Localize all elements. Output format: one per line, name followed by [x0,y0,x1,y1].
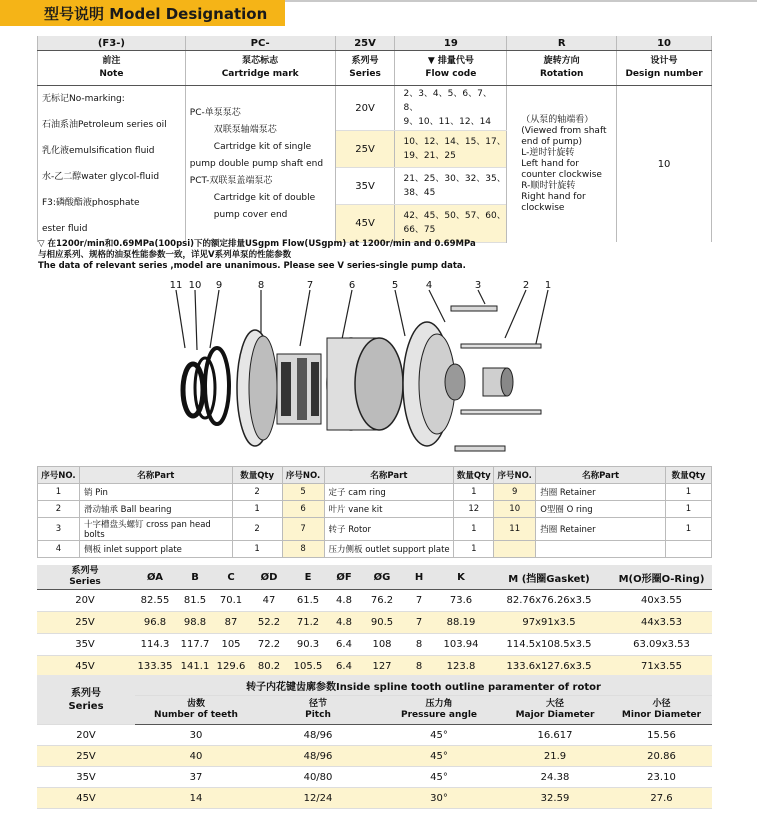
cell: 12/24 [257,788,379,809]
cell: 23.10 [611,767,712,788]
column-header: ØD [249,565,289,590]
cell: 37 [135,767,257,788]
part-no: 5 [282,484,324,501]
cell: 73.6 [435,590,487,612]
series-cell: 20V [335,86,395,131]
table-row [38,501,712,518]
part-no [494,541,536,558]
cell: 27.6 [611,788,712,809]
table-row [38,86,712,131]
table-row [38,541,712,558]
column-header: 大径 Major Diameter [499,696,611,725]
cell: 24.38 [499,767,611,788]
header-row [37,565,712,590]
diagram-label: 7 [306,280,314,291]
code-cell: 19 [395,36,507,51]
cell: 21.9 [499,746,611,767]
cell: 45° [379,725,499,746]
header-row [38,51,712,86]
part-name: 十字槽盘头螺钉 cross pan head bolts [79,518,232,541]
cartridge-cell: PC-单泵泵芯 双联泵轴端泵芯 Cartridge kit of single pump double pump shaft end PCT-双联泵盖端泵芯 Cartridge kit of double pump cover end [185,86,335,243]
series-cell: 45V [335,205,395,242]
part-no: 4 [38,541,80,558]
header-rule [285,0,757,2]
cell: 45V [37,788,135,809]
part-qty: 1 [665,518,711,541]
flow-cell: 21、25、30、32、35、 38、45 [395,168,507,205]
part-qty: 1 [454,518,494,541]
part-qty: 1 [665,484,711,501]
column-header: 小径 Minor Diameter [611,696,712,725]
cell: 48/96 [257,746,379,767]
cell: 52.2 [249,612,289,634]
part-qty: 12 [454,501,494,518]
cell: 63.09x3.53 [611,634,712,656]
cell: 81.5 [177,590,213,612]
cell: 47 [249,590,289,612]
cell: 4.8 [327,612,361,634]
cell: 44x3.53 [611,612,712,634]
part-qty: 1 [232,541,282,558]
column-header: 前注 Note [38,51,186,86]
dimensions-table [37,565,712,678]
designation-table [37,36,712,243]
cell: 45V [37,656,133,678]
part-no: 3 [38,518,80,541]
column-header: M(O形圈O-Ring) [611,565,712,590]
cell: 70.1 [213,590,249,612]
cell: 8 [403,634,435,656]
cell: 35V [37,767,135,788]
cell: 25V [37,612,133,634]
column-header: K [435,565,487,590]
exploded-diagram [155,278,575,463]
column-header: H [403,565,435,590]
table-row [37,634,712,656]
cell: 25V [37,746,135,767]
cell: 129.6 [213,656,249,678]
table-row [37,725,712,746]
column-header: 系列号 Series [37,565,133,590]
column-header: E [289,565,327,590]
diagram-label: 10 [188,280,202,291]
column-header: 径节 Pitch [257,696,379,725]
cell: 82.55 [133,590,177,612]
diagram-label: 2 [522,280,530,291]
diagram-label: 6 [348,280,356,291]
section-title: 型号说明 Model Designation [44,5,268,23]
cell: 141.1 [177,656,213,678]
cell: 40 [135,746,257,767]
cell: 88.19 [435,612,487,634]
cell: 127 [361,656,403,678]
cell: 133.6x127.6x3.5 [487,656,611,678]
diagram-label: 3 [474,280,482,291]
spline-title: 转子内花键齿廓参数Inside spline tooth outline paramenter of rotor [135,675,712,696]
column-header: 名称Part [79,467,232,484]
part-no: 10 [494,501,536,518]
cell: 123.8 [435,656,487,678]
cell: 82.76x76.26x3.5 [487,590,611,612]
part-name: 挡圈 Retainer [536,484,666,501]
header-row [38,467,712,484]
cell: 32.59 [499,788,611,809]
column-header: M (挡圈Gasket) [487,565,611,590]
cell: 40x3.55 [611,590,712,612]
design-cell: 10 [617,86,712,243]
diagram-label: 8 [257,280,265,291]
column-header: 压力角 Pressure angle [379,696,499,725]
diagram-label: 11 [169,280,183,291]
column-header: 数量Qty [454,467,494,484]
cell: 45° [379,767,499,788]
cell: 96.8 [133,612,177,634]
header-row [37,675,712,696]
diagram-label: 1 [544,280,552,291]
part-name [536,541,666,558]
part-name: 转子 Rotor [324,518,454,541]
part-name: 定子 cam ring [324,484,454,501]
flow-cell: 42、45、50、57、60、 66、75 [395,205,507,242]
cell: 35V [37,634,133,656]
cell: 48/96 [257,725,379,746]
cell: 16.617 [499,725,611,746]
rotation-cell: （从泵的轴端看） (Viewed from shaft end of pump) L-逆时针旋转 Left hand for counter clockwise R-顺时针旋转 Right hand for clockwise [507,86,617,243]
cell: 105.5 [289,656,327,678]
column-header: 序号NO. [38,467,80,484]
part-no: 8 [282,541,324,558]
column-header: ØF [327,565,361,590]
cell: 6.4 [327,656,361,678]
cell: 6.4 [327,634,361,656]
parts-table [37,466,712,558]
cell: 72.2 [249,634,289,656]
cell: 114.3 [133,634,177,656]
code-cell: PC- [185,36,335,51]
part-name: 挡圈 Retainer [536,518,666,541]
spline-table [37,675,712,809]
cell: 4.8 [327,590,361,612]
column-header: ▼ 排量代号 Flow code [395,51,507,86]
cell: 20V [37,725,135,746]
part-name: 滑动轴承 Ball bearing [79,501,232,518]
table-row [38,518,712,541]
diagram-label: 9 [215,280,223,291]
part-name: 销 Pin [79,484,232,501]
code-cell: 25V [335,36,395,51]
part-qty: 2 [232,484,282,501]
code-row [38,36,712,51]
column-header: 名称Part [324,467,454,484]
part-no: 6 [282,501,324,518]
cell: 90.3 [289,634,327,656]
column-header: 序号NO. [282,467,324,484]
part-qty: 2 [232,518,282,541]
footnote [38,239,476,272]
footnote-line: ▽ 在1200r/min和0.69MPa(100psi)下的额定排量USgpm Flow(USgpm) at 1200r/min and 0.69MPa [38,239,476,249]
cell: 76.2 [361,590,403,612]
column-header: 泵芯标志 Cartridge mark [185,51,335,86]
footnote-line: The data of relevant series ,model are unanimous. Please see V series-single pump data. [38,261,466,271]
code-cell: R [507,36,617,51]
part-name: 压力侧板 outlet support plate [324,541,454,558]
table-row [37,767,712,788]
header-row [37,696,712,725]
part-name: 叶片 vane kit [324,501,454,518]
column-header: 旋转方向 Rotation [507,51,617,86]
part-no: 11 [494,518,536,541]
cell: 20.86 [611,746,712,767]
column-header: ØG [361,565,403,590]
cell: 61.5 [289,590,327,612]
part-no: 2 [38,501,80,518]
cell: 71x3.55 [611,656,712,678]
table-row [38,484,712,501]
column-header: 齿数 Number of teeth [135,696,257,725]
part-no: 7 [282,518,324,541]
series-cell: 35V [335,168,395,205]
part-name: O型圈 O ring [536,501,666,518]
note-cell: 无标记No-marking: 石油系油Petroleum series oil 乳化液emulsification fluid 水-乙二醇water glycol-fluid F3:磷酸酯液phosphate ester fluid [38,86,186,243]
code-cell: (F3-) [38,36,186,51]
table-row [37,590,712,612]
column-header: 序号NO. [494,467,536,484]
series-cell: 25V [335,131,395,168]
table-row [37,612,712,634]
part-qty: 1 [232,501,282,518]
cell: 30° [379,788,499,809]
cell: 117.7 [177,634,213,656]
cell: 71.2 [289,612,327,634]
cell: 7 [403,612,435,634]
part-no: 1 [38,484,80,501]
column-header: 数量Qty [232,467,282,484]
table-row [37,746,712,767]
column-header: B [177,565,213,590]
column-header: 数量Qty [665,467,711,484]
table-row [37,788,712,809]
cell: 20V [37,590,133,612]
cell: 87 [213,612,249,634]
column-header: 系列号 Series [335,51,395,86]
part-qty: 1 [665,501,711,518]
cell: 80.2 [249,656,289,678]
cell: 114.5x108.5x3.5 [487,634,611,656]
column-header: C [213,565,249,590]
cell: 40/80 [257,767,379,788]
cell: 103.94 [435,634,487,656]
part-qty: 1 [454,541,494,558]
part-qty: 1 [454,484,494,501]
column-header: 设计号 Design number [617,51,712,86]
diagram-label: 5 [391,280,399,291]
cell: 7 [403,590,435,612]
cell: 105 [213,634,249,656]
cell: 45° [379,746,499,767]
section-header [0,0,757,30]
cell: 97x91x3.5 [487,612,611,634]
code-cell: 10 [617,36,712,51]
part-no: 9 [494,484,536,501]
cell: 98.8 [177,612,213,634]
cell: 133.35 [133,656,177,678]
part-name: 侧板 inlet support plate [79,541,232,558]
flow-cell: 2、3、4、5、6、7、8、 9、10、11、12、14 [395,86,507,131]
cell: 8 [403,656,435,678]
footnote-line: 与相应系列、规格的油泵性能参数一致，详见V系列单泵的性能参数 [38,250,292,260]
column-header: ØA [133,565,177,590]
cell: 14 [135,788,257,809]
cell: 108 [361,634,403,656]
flow-cell: 10、12、14、15、17、 19、21、25 [395,131,507,168]
column-header: 名称Part [536,467,666,484]
cell: 30 [135,725,257,746]
diagram-label: 4 [425,280,433,291]
column-header: 系列号 Series [37,675,135,725]
cell: 15.56 [611,725,712,746]
cell: 90.5 [361,612,403,634]
part-qty [665,541,711,558]
